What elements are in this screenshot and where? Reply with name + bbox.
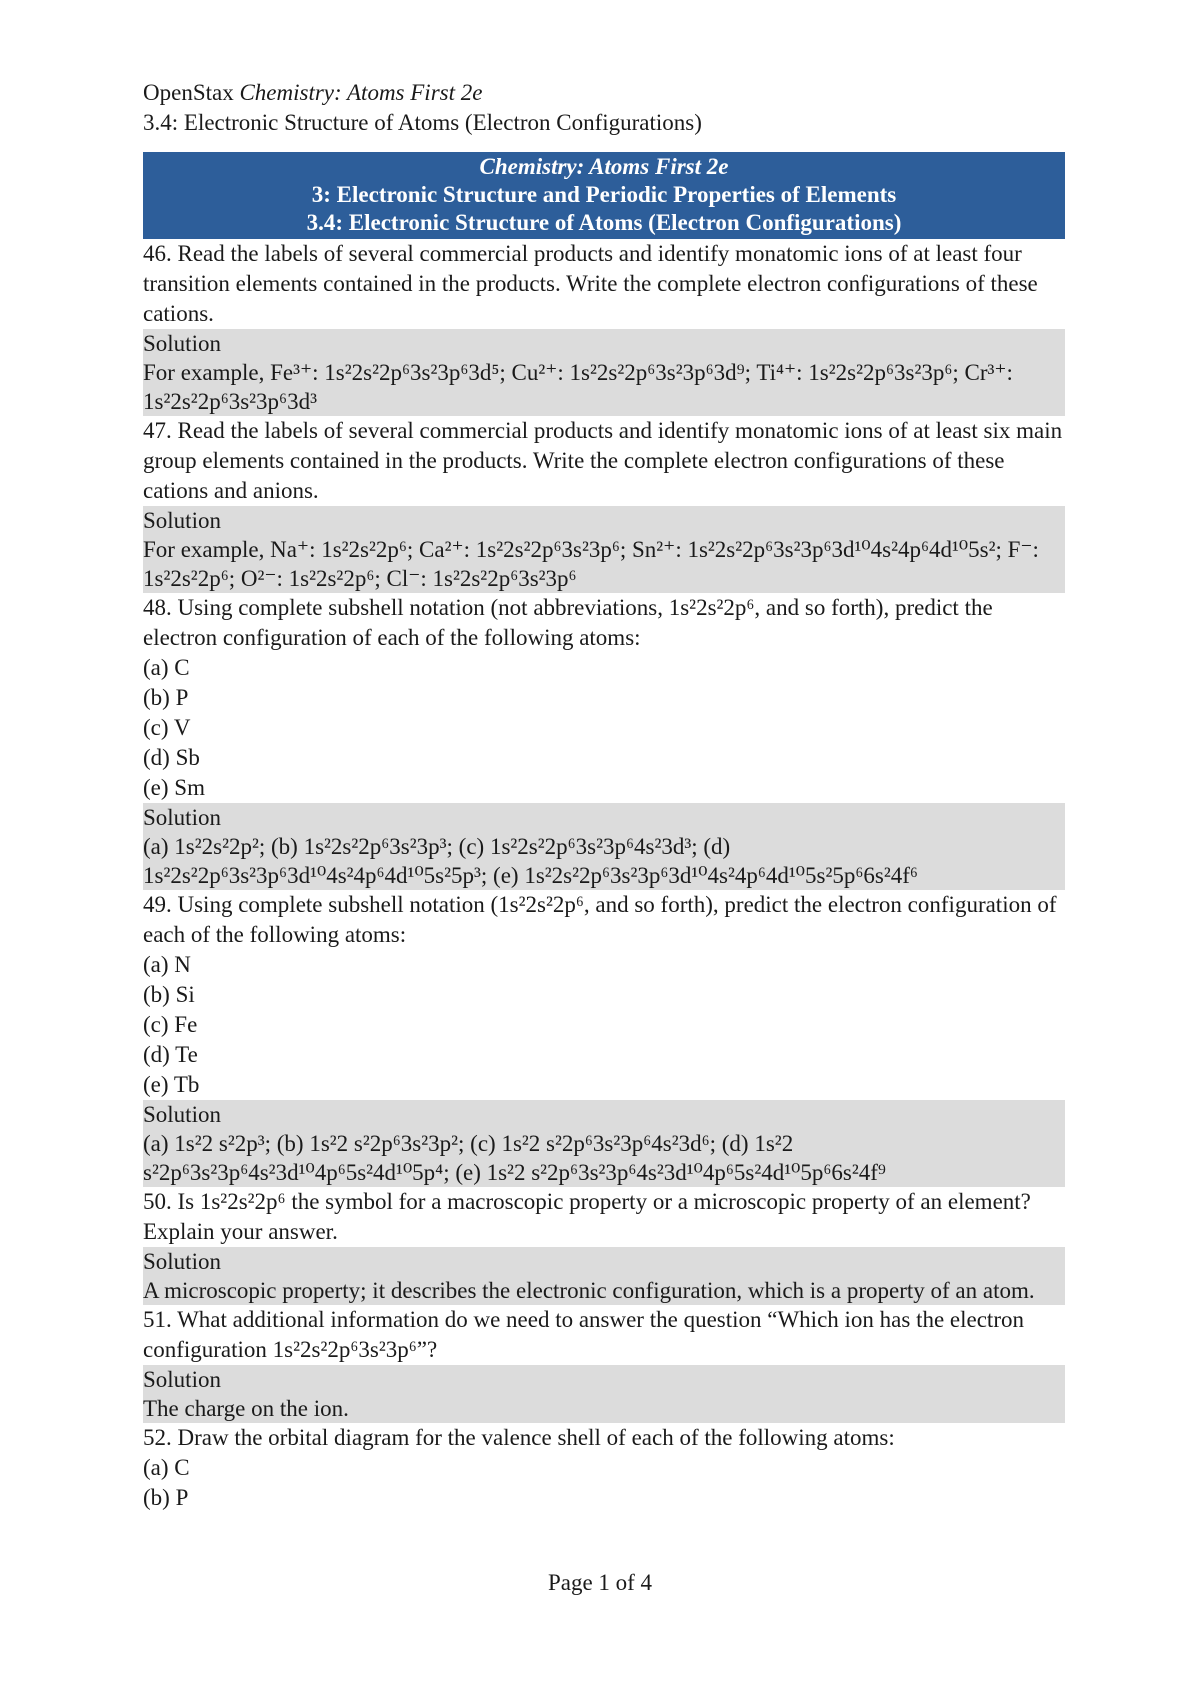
header-line-1 (143, 78, 1065, 108)
solution-50 (143, 1247, 1065, 1305)
solution-label: Solution (143, 1249, 221, 1274)
question-48-option-d: (d) Sb (143, 745, 200, 770)
question-50: 50. Is 1s²2s²2p⁶ the symbol for a macroscopic property or a microscopic property of an element? Explain your answer. (143, 1189, 1031, 1244)
solution-46-text: For example, Fe³⁺: 1s²2s²2p⁶3s²3p⁶3d⁵; Cu²⁺: 1s²2s²2p⁶3s²3p⁶3d⁹; Ti⁴⁺: 1s²2s²2p⁶3s²3p⁶; Cr³⁺: 1s²2s²2p⁶3s²3p⁶3d³ (143, 360, 1013, 414)
solution-49 (143, 1100, 1065, 1187)
question-49-option-e: (e) Tb (143, 1072, 200, 1097)
solution-51-text: The charge on the ion. (143, 1396, 349, 1421)
banner-section: 3.4: Electronic Structure of Atoms (Electron Configurations) (306, 210, 902, 235)
header-publisher: OpenStax (143, 80, 240, 105)
solution-48-text: (a) 1s²2s²2p²; (b) 1s²2s²2p⁶3s²3p³; (c) 1s²2s²2p⁶3s²3p⁶4s²3d³; (d) 1s²2s²2p⁶3s²3p⁶3d¹⁰4s²4p⁶4d¹⁰5s²5p³; (e) 1s²2s²2p⁶3s²3p⁶3d¹⁰4s²4p⁶4d¹⁰5s²5p⁶6s²4f⁶ (143, 834, 918, 888)
question-48-option-a: (a) C (143, 655, 190, 680)
question-51: 51. What additional information do we need to answer the question “Which ion has the electron configuration 1s²2s²2p⁶3s²3p⁶”? (143, 1307, 1024, 1362)
solution-47 (143, 506, 1065, 593)
header-line-2: 3.4: Electronic Structure of Atoms (Electron Configurations) (143, 110, 702, 135)
question-49: 49. Using complete subshell notation (1s²2s²2p⁶, and so forth), predict the electron configuration of each of the following atoms: (143, 892, 1057, 947)
solution-label: Solution (143, 805, 221, 830)
question-48-option-e: (e) Sm (143, 775, 205, 800)
question-46: 46. Read the labels of several commercial products and identify monatomic ions of at least four transition elements contained in the products. Write the complete electron configurations of these cations. (143, 241, 1038, 326)
question-47: 47. Read the labels of several commercial products and identify monatomic ions of at least six main group elements contained in the products. Write the complete electron configurations of these cations and anions. (143, 418, 1063, 503)
question-48-option-c: (c) V (143, 715, 191, 740)
solution-label: Solution (143, 1102, 221, 1127)
question-48-option-b: (b) P (143, 685, 189, 710)
solution-50-text: A microscopic property; it describes the electronic configuration, which is a property of an atom. (143, 1278, 1035, 1303)
banner-chapter: 3: Electronic Structure and Periodic Properties of Elements (311, 182, 897, 207)
solution-label: Solution (143, 1367, 221, 1392)
section-banner (143, 152, 1065, 239)
question-48: 48. Using complete subshell notation (not abbreviations, 1s²2s²2p⁶, and so forth), predict the electron configuration of each of the following atoms: (143, 595, 993, 650)
solution-49-text: (a) 1s²2 s²2p³; (b) 1s²2 s²2p⁶3s²3p²; (c) 1s²2 s²2p⁶3s²3p⁶4s²3d⁶; (d) 1s²2 s²2p⁶3s²3p⁶4s²3d¹⁰4p⁶5s²4d¹⁰5p⁴; (e) 1s²2 s²2p⁶3s²3p⁶4s²3d¹⁰4p⁶5s²4d¹⁰5p⁶6s²4f⁹ (143, 1131, 886, 1185)
question-52-option-b: (b) P (143, 1485, 189, 1510)
solution-label: Solution (143, 331, 221, 356)
page-number: Page 1 of 4 (547, 1570, 653, 1595)
question-52: 52. Draw the orbital diagram for the valence shell of each of the following atoms: (143, 1425, 895, 1450)
solution-46 (143, 329, 1065, 416)
header-book-title: Chemistry: Atoms First 2e (239, 80, 483, 105)
question-49-option-a: (a) N (143, 952, 191, 977)
document-page (143, 78, 1065, 1513)
solution-51 (143, 1365, 1065, 1423)
solution-label: Solution (143, 508, 221, 533)
question-49-option-b: (b) Si (143, 982, 195, 1007)
solution-47-text: For example, Na⁺: 1s²2s²2p⁶; Ca²⁺: 1s²2s²2p⁶3s²3p⁶; Sn²⁺: 1s²2s²2p⁶3s²3p⁶3d¹⁰4s²4p⁶4d¹⁰5s²; F⁻: 1s²2s²2p⁶; O²⁻: 1s²2s²2p⁶; Cl⁻: 1s²2s²2p⁶3s²3p⁶ (143, 537, 1039, 591)
question-49-option-d: (d) Te (143, 1042, 198, 1067)
banner-book: Chemistry: Atoms First 2e (479, 154, 729, 179)
solution-48 (143, 803, 1065, 890)
question-52-option-a: (a) C (143, 1455, 190, 1480)
question-49-option-c: (c) Fe (143, 1012, 198, 1037)
